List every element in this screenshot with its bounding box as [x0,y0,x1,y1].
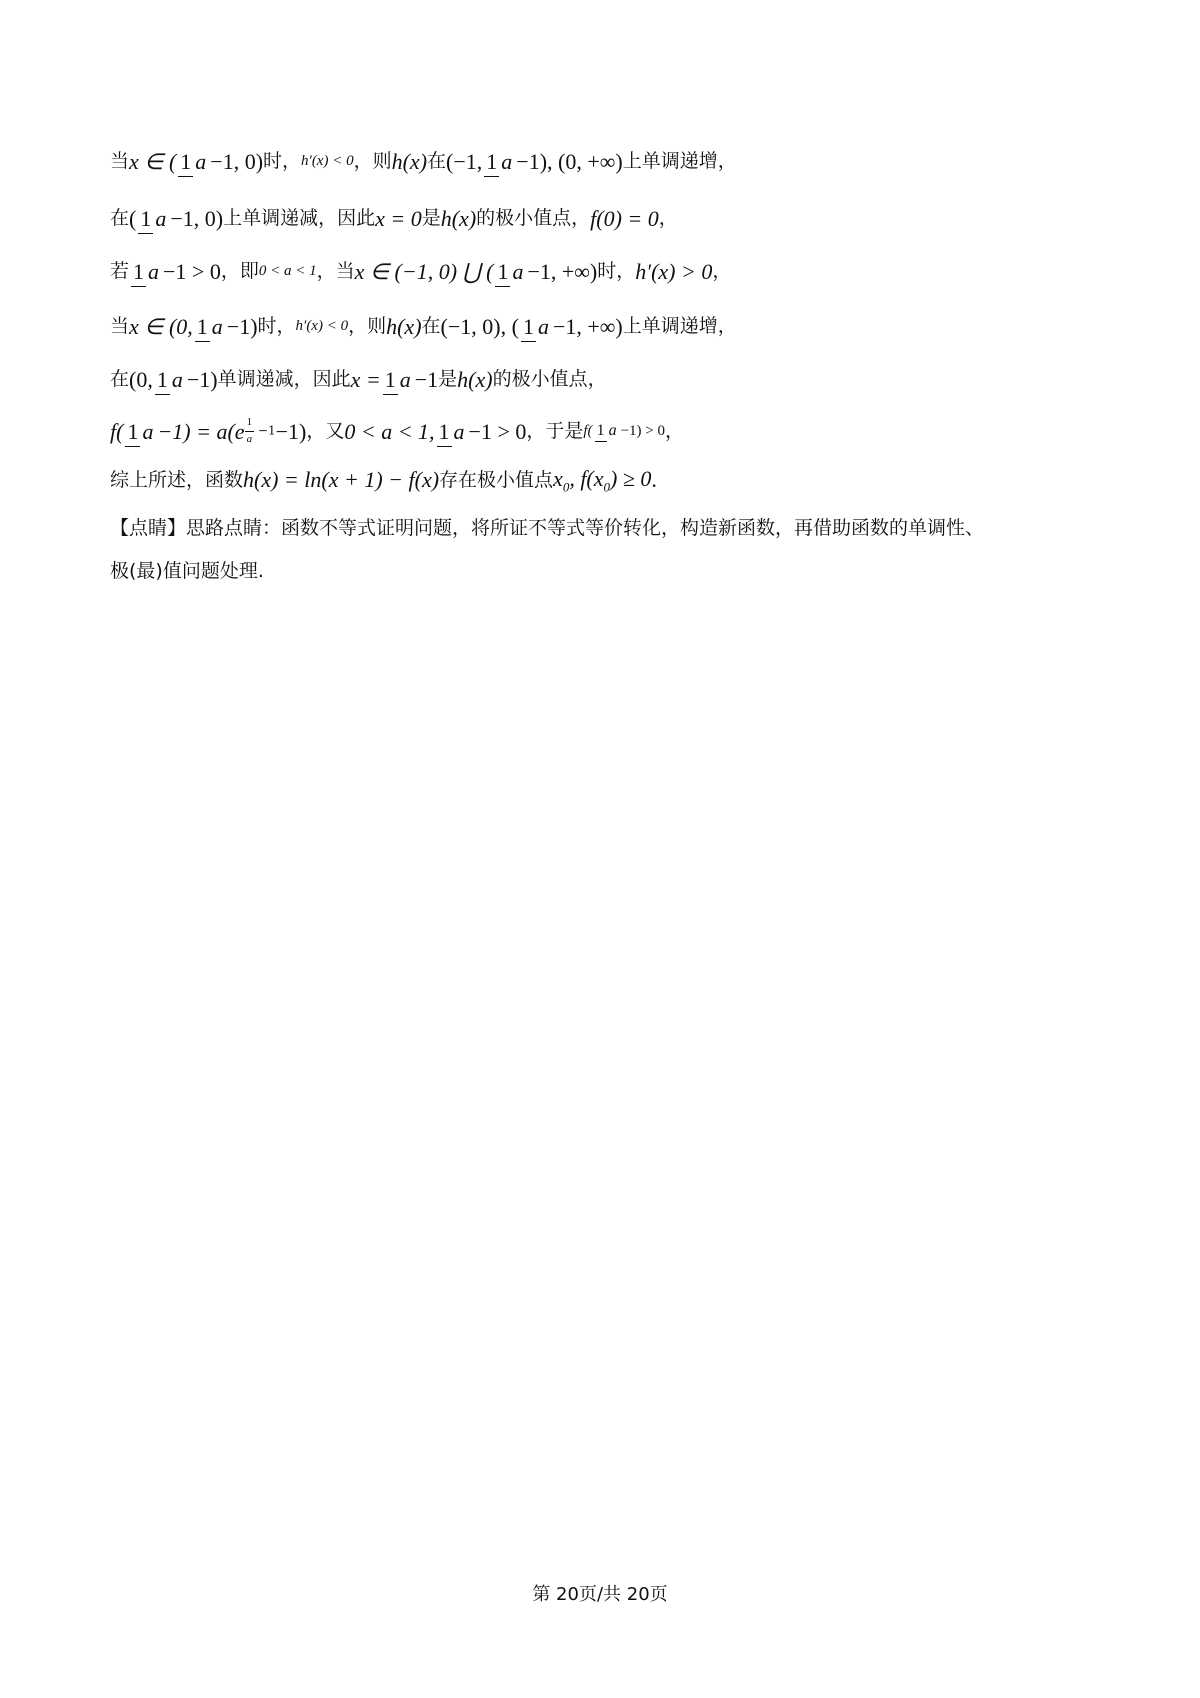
fraction [595,423,619,440]
denominator: a [155,206,167,232]
numerator: 1 [245,417,255,432]
subscript: 0 [562,478,570,494]
solution-line-4 [110,315,1090,338]
text: 上单调递增， [622,315,737,338]
fraction [195,315,225,338]
math [553,465,570,494]
math: x ∈ ( [129,148,177,174]
solution-line-1 [110,150,1090,173]
math: −1, +∞) [527,258,598,284]
math: x = 0 [375,205,422,231]
math: 0 < a < 1 [258,263,317,280]
numerator: 1 [495,259,510,287]
fraction [521,315,551,338]
math: f(0) = 0 [590,205,659,231]
denominator: a [608,422,617,440]
text: 在 [110,368,130,391]
solution-line-6 [110,417,1090,445]
math: h(x) [440,205,477,231]
denominator: a [399,367,411,393]
denominator: a [246,433,253,446]
math-symbol: x [553,465,563,491]
math: h(x) = ln(x + 1) − f(x) [243,467,440,493]
math: −1) > 0 [620,423,665,440]
math: −1, 0) [210,148,264,174]
text: ，即 [220,260,259,283]
math: . [651,467,657,493]
math-symbol: ) ≥ 0 [610,465,652,491]
math: −1) [226,313,258,339]
text: 的极小值点， [476,207,591,230]
fraction [495,260,525,283]
math: −1) [186,366,218,392]
text: 单调递减，因此 [217,368,351,391]
text: 时， [257,315,296,338]
numerator: 1 [595,422,607,442]
text: ， [664,420,684,443]
math: f( [583,423,593,440]
text: 上单调递减，因此 [223,207,376,230]
math: f( [110,418,124,444]
math: ( [129,205,137,231]
numerator: 1 [195,314,210,342]
denominator: a [453,418,465,444]
page-number-footer: 第 20页/共 20页 [532,1584,668,1605]
fraction [178,150,208,173]
numerator: 1 [383,367,398,395]
math: x ∈ (0, [129,313,193,339]
solution-line-3 [110,260,1090,283]
math: −1 > 0 [163,258,221,284]
solution-body [110,150,1090,581]
remark-line-2: 极(最)值问题处理. [110,559,264,582]
math-symbol: , f(x [569,465,604,491]
denominator: a [171,367,183,393]
remark-line-1: 【点睛】思路点睛：函数不等式证明问题，将所证不等式等价转化，构造新函数，再借助函数的单调性、 [110,516,985,539]
math: 0 < a < 1, [344,418,435,444]
text: 综上所述，函数 [110,468,244,491]
numerator: 1 [131,259,146,287]
text: 存在极小值点 [439,468,554,491]
math: −1 > 0 [468,418,527,444]
text: 在 [427,150,447,173]
math: −1 [257,424,276,439]
text: ， [712,260,732,283]
denominator: a [148,259,160,285]
fraction [125,420,155,443]
fraction [484,150,514,173]
math: h(x) [391,148,428,174]
fraction [383,368,413,391]
denominator: a [211,314,223,340]
solution-line-2 [110,207,1090,230]
math: −1, +∞) [552,313,623,339]
solution-line-5 [110,368,1090,391]
numerator: 1 [155,367,170,395]
fraction [131,260,161,283]
fraction [437,420,467,443]
text: ，则 [348,315,387,338]
text: 在 [421,315,441,338]
math: h′(x) > 0 [635,258,713,284]
text: ， [658,207,678,230]
math: −1, 0) [170,205,224,231]
math: h(x) [386,313,422,339]
text: 是 [421,207,441,230]
numerator: 1 [437,419,452,447]
text: 若 [110,260,130,283]
math: −1), (0, +∞) [516,148,623,174]
math: x ∈ (−1, 0) ⋃ ( [354,258,494,284]
text: ，于是 [526,420,584,443]
solution-line-7 [110,465,1090,494]
numerator: 1 [484,149,499,177]
denominator: a [142,418,154,444]
math: x = [350,366,381,392]
subscript: 0 [603,478,611,494]
text: 在 [110,207,130,230]
math: h′(x) < 0 [301,153,354,170]
math: h′(x) < 0 [295,318,349,335]
text: 时， [597,260,636,283]
numerator: 1 [178,149,193,177]
math: −1) [275,418,307,444]
math: −1 [414,366,439,392]
denominator: a [501,149,513,174]
text: 上单调递增， [622,150,737,173]
text: 当 [110,315,130,338]
text: ，当 [316,260,355,283]
math: h(x) [457,366,493,392]
denominator: a [512,259,524,285]
text: ，又 [306,420,345,443]
text: 当 [110,150,130,173]
denominator: a [537,314,549,340]
text: 时， [263,150,302,173]
fraction [245,417,255,445]
text: 是 [438,368,458,391]
fraction [138,207,168,230]
numerator: 1 [138,206,153,234]
numerator: 1 [125,419,140,447]
math [569,465,652,494]
text: 的极小值点， [492,368,607,391]
math: (−1, [446,148,483,174]
numerator: 1 [521,314,536,342]
denominator: a [195,149,207,174]
text: ，则 [353,150,392,173]
math: (0, [129,366,153,392]
exponent [245,417,276,445]
math: −1) = a(e [157,418,245,444]
math: (−1, 0), ( [440,313,519,339]
fraction [155,368,185,391]
